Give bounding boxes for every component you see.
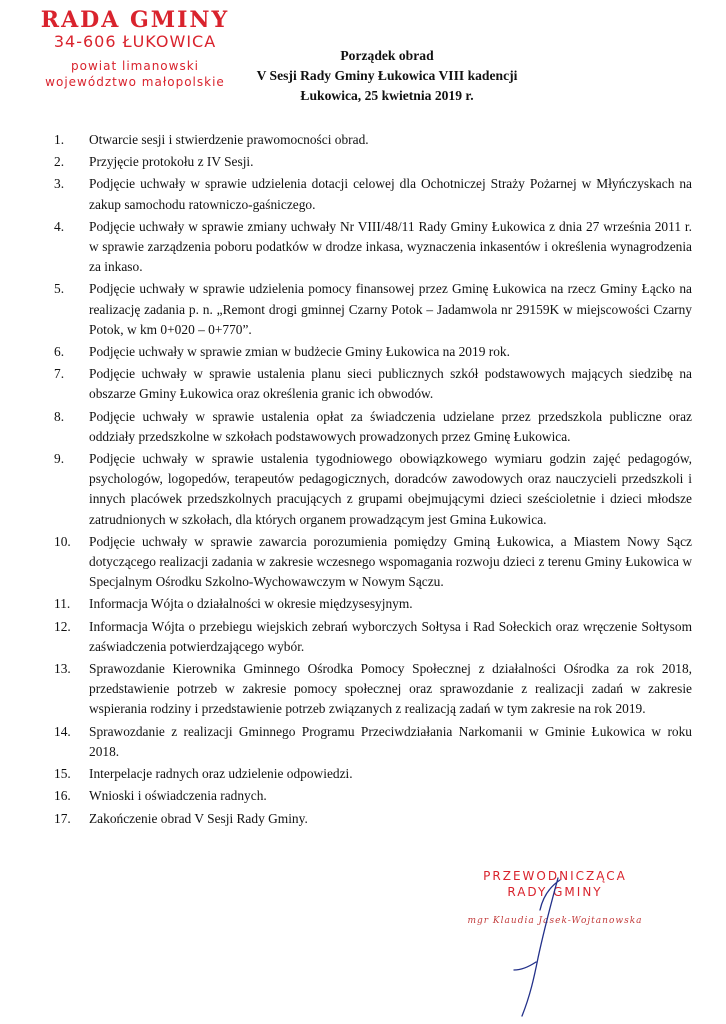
stamp-county: powiat limanowski: [71, 59, 199, 73]
agenda-item-text: Podjęcie uchwały w sprawie zmian w budżecie Gminy Łukowica na 2019 rok.: [89, 344, 510, 360]
agenda-item-text: Podjęcie uchwały w sprawie udzielenia dotacji celowej dla Ochotniczej Straży Pożarnej w Młyńczyskach na zakup samochodu ratowniczo-gaśniczego.: [89, 176, 692, 212]
agenda-item-number: 6.: [54, 344, 65, 360]
agenda-item-number: 15.: [54, 766, 71, 782]
agenda-item-number: 14.: [54, 723, 71, 739]
chairperson-title: PRZEWODNICZĄCA: [483, 869, 627, 883]
agenda-item-text: Informacja Wójta o przebiegu wiejskich zebrań wyborczych Sołtysa i Rad Sołeckich oraz wręczenie Sołtysom zaświadczenia potwierdzającego wybór.: [89, 618, 692, 654]
agenda-item-text: Podjęcie uchwały w sprawie ustalenia tygodniowego obowiązkowego wymiaru godzin zajęć pedagogów, psychologów, logopedów, terapeutów pedagogicznych, doradców zawodowych oraz nauczycieli przedszkoli i innych placówek przedszkolnych pracujących z grupami obejmującymi dzieci sześcioletnie i dzieci młodsze zatrudnionych w szkołach, dla których organem prowadzącym jest Gmina Łukowica.: [89, 451, 692, 527]
agenda-item-text: Informacja Wójta o działalności w okresie międzysesyjnym.: [89, 596, 413, 612]
agenda-item-number: 13.: [54, 661, 71, 677]
agenda-item: [52, 364, 692, 404]
agenda-item: [52, 659, 692, 720]
agenda-item-number: 3.: [54, 176, 65, 192]
agenda-item: [52, 342, 692, 362]
agenda-item: [52, 764, 692, 784]
agenda-item-text: Podjęcie uchwały w sprawie zmiany uchwały Nr VIII/48/11 Rady Gminy Łukowica z dnia 27 września 2011 r. w sprawie zarządzenia poboru podatków w drodze inkasa, wyznaczenia inkasentów i określenia wynagrodzenia za inkaso.: [89, 218, 692, 275]
agenda-item-text: Podjęcie uchwały w sprawie ustalenia planu sieci publicznych szkół podstawowych mających siedzibę na obszarze Gminy Łukowica oraz określenia granic ich obwodów.: [89, 366, 692, 402]
agenda-item-text: Zakończenie obrad V Sesji Rady Gminy.: [89, 810, 308, 826]
stamp-voivodeship: województwo małopolskie: [45, 75, 225, 89]
chairperson-name: mgr Klaudia Jasek-Wojtanowska: [467, 916, 643, 926]
agenda-item: [52, 217, 692, 278]
agenda-item-number: 5.: [54, 281, 65, 297]
agenda-item-text: Otwarcie sesji i stwierdzenie prawomocności obrad.: [89, 132, 369, 147]
agenda-item-text: Sprawozdanie Kierownika Gminnego Ośrodka Pomocy Społecznej z działalności Ośrodka za rok 2018, przedstawienie potrzeb w zakresie pomocy społecznej oraz sprawozdanie z realizacji zadań w zakresie wspierania rodziny i przedstawienie potrzeb związanych z realizacją zadań w tym zakresie na rok 2019.: [89, 661, 692, 717]
agenda-item: [52, 130, 692, 150]
agenda-item: [52, 809, 692, 829]
agenda-item: [52, 279, 692, 340]
agenda-item-text: Podjęcie uchwały w sprawie udzielenia pomocy finansowej przez Gminę Łukowica na rzecz Gminy Łącko na realizację zadania p. n. „Remont drogi gminnej Czarny Potok – Jadamwola nr 29159K w miejscowości Czarny Potok, w km 0+020 – 0+770”.: [89, 281, 692, 337]
agenda-item-number: 7.: [54, 366, 65, 382]
stamp-postal-address: 34-606 ŁUKOWICA: [53, 32, 217, 51]
agenda-item: [52, 152, 692, 172]
heading-session: V Sesji Rady Gminy Łukowica VIII kadencji: [256, 68, 518, 83]
document-heading: [222, 46, 552, 106]
chairperson-council: RADY GMINY: [507, 885, 603, 899]
agenda-list: [52, 130, 692, 831]
agenda-item: [52, 532, 692, 593]
stamp-council-name: RADA GMINY: [40, 7, 230, 33]
agenda-item: [52, 449, 692, 530]
agenda-item-number: 9.: [54, 451, 65, 467]
heading-title: Porządek obrad: [340, 48, 434, 63]
agenda-item-text: Wnioski i oświadczenia radnych.: [89, 788, 267, 804]
heading-date: Łukowica, 25 kwietnia 2019 r.: [300, 88, 474, 103]
agenda-item-text: Sprawozdanie z realizacji Gminnego Programu Przeciwdziałania Narkomanii w Gminie Łukowica w roku 2018.: [89, 723, 692, 759]
agenda-item-text: Przyjęcie protokołu z IV Sesji.: [89, 154, 254, 170]
council-stamp: [30, 8, 240, 90]
agenda-item-number: 8.: [54, 408, 65, 424]
agenda-item: [52, 786, 692, 806]
agenda-item-text: Interpelacje radnych oraz udzielenie odpowiedzi.: [89, 766, 353, 782]
agenda-item: [52, 407, 692, 447]
agenda-item: [52, 594, 692, 614]
agenda-item-number: 2.: [54, 154, 65, 170]
agenda-item-text: Podjęcie uchwały w sprawie ustalenia opłat za świadczenia udzielane przez przedszkola publiczne oraz oddziały przedszkolne w szkołach podstawowych prowadzonych przez Gminę Łukowica.: [89, 408, 692, 444]
agenda-item-number: 1.: [54, 132, 65, 147]
agenda-item-number: 11.: [54, 596, 71, 612]
agenda-item-number: 12.: [54, 618, 71, 634]
agenda-item-number: 17.: [54, 810, 71, 826]
agenda-item-number: 10.: [54, 533, 71, 549]
agenda-item: [52, 617, 692, 657]
agenda-item-number: 4.: [54, 218, 65, 234]
agenda-item: [52, 722, 692, 762]
agenda-item-number: 16.: [54, 788, 71, 804]
agenda-item-text: Podjęcie uchwały w sprawie zawarcia porozumienia pomiędzy Gminą Łukowica, a Miastem Nowy Sącz dotyczącego realizacji zadania w zakresie wczesnego wspomagania rozwoju dzieci z terenu Gminy Łukowica w Specjalnym Ośrodku Szkolno-Wychowawczym w Nowym Sączu.: [89, 533, 692, 590]
agenda-item: [52, 174, 692, 214]
handwritten-signature: [500, 870, 570, 1020]
